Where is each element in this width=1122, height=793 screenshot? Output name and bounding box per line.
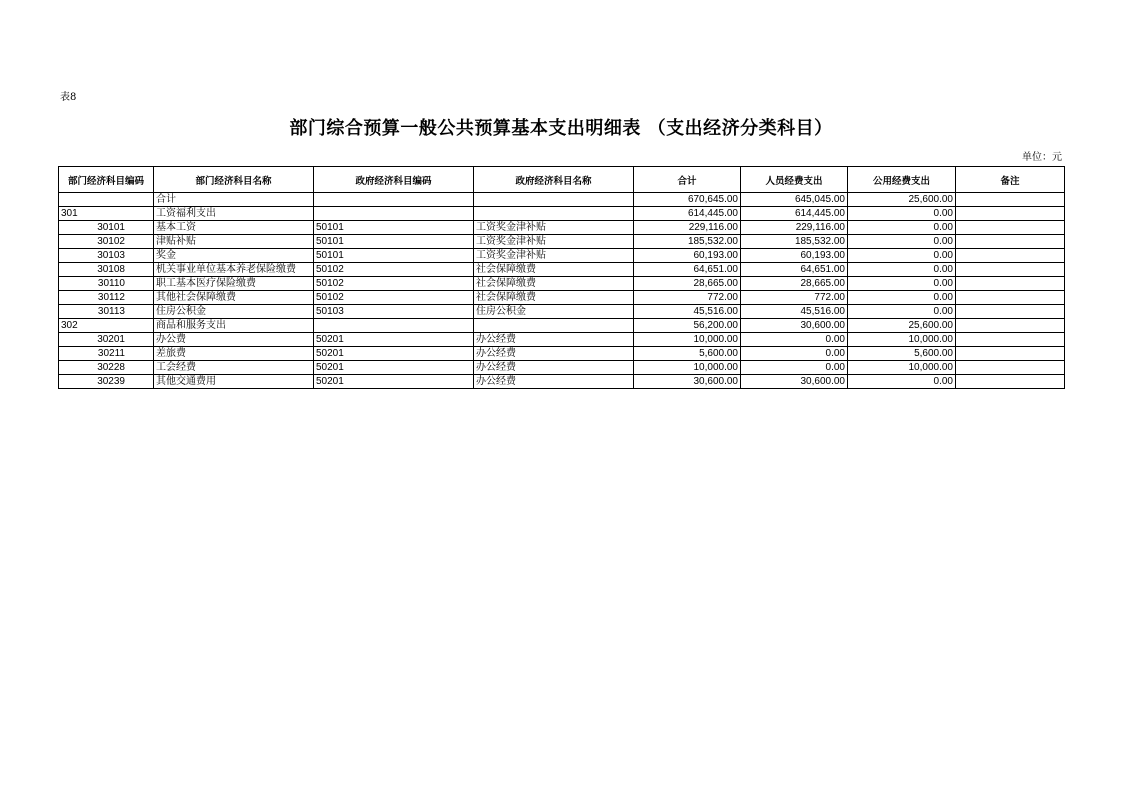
note-cell: [956, 347, 1065, 361]
table-row: [59, 193, 1065, 207]
gov-name-cell: 办公经费: [474, 375, 634, 389]
personnel-cell: 0.00: [741, 361, 848, 375]
gov-code-cell: 50102: [314, 277, 474, 291]
dept-name-cell: 办公费: [154, 333, 314, 347]
note-cell: [956, 207, 1065, 221]
personnel-cell: 60,193.00: [741, 249, 848, 263]
personnel-cell: 64,651.00: [741, 263, 848, 277]
table-number: 表8: [60, 92, 77, 103]
personnel-cell: 645,045.00: [741, 193, 848, 207]
page-title: 部门综合预算一般公共预算基本支出明细表 （支出经济分类科目）: [289, 118, 833, 139]
dept-code-cell: 30211: [59, 347, 154, 361]
table-row: [59, 333, 1065, 347]
total-cell: 60,193.00: [634, 249, 741, 263]
gov-code-cell: 50201: [314, 375, 474, 389]
gov-code-cell: 50101: [314, 221, 474, 235]
gov-name-cell: 工资奖金津补贴: [474, 221, 634, 235]
personnel-cell: 229,116.00: [741, 221, 848, 235]
dept-name-cell: 基本工资: [154, 221, 314, 235]
gov-name-cell: 住房公积金: [474, 305, 634, 319]
personnel-cell: 0.00: [741, 347, 848, 361]
personnel-cell: 30,600.00: [741, 319, 848, 333]
note-cell: [956, 319, 1065, 333]
budget-table: [58, 166, 1065, 389]
table-row: [59, 249, 1065, 263]
dept-code-cell: 30239: [59, 375, 154, 389]
total-cell: 614,445.00: [634, 207, 741, 221]
total-cell: 56,200.00: [634, 319, 741, 333]
note-cell: [956, 291, 1065, 305]
personnel-cell: 30,600.00: [741, 375, 848, 389]
total-cell: 30,600.00: [634, 375, 741, 389]
table-row: [59, 347, 1065, 361]
table-header-row: [59, 167, 1065, 193]
gov-code-cell: 50103: [314, 305, 474, 319]
total-cell: 229,116.00: [634, 221, 741, 235]
gov-code-cell: 50101: [314, 235, 474, 249]
total-cell: 670,645.00: [634, 193, 741, 207]
note-cell: [956, 333, 1065, 347]
header-dept-code: 部门经济科目编码: [59, 167, 154, 193]
gov-name-cell: [474, 207, 634, 221]
gov-name-cell: 社会保障缴费: [474, 277, 634, 291]
total-cell: 185,532.00: [634, 235, 741, 249]
table-row: [59, 291, 1065, 305]
public-cell: 10,000.00: [848, 361, 956, 375]
total-cell: 10,000.00: [634, 361, 741, 375]
gov-code-cell: [314, 193, 474, 207]
gov-name-cell: 办公经费: [474, 361, 634, 375]
dept-name-cell: 商品和服务支出: [154, 319, 314, 333]
note-cell: [956, 235, 1065, 249]
note-cell: [956, 221, 1065, 235]
dept-name-cell: 合计: [154, 193, 314, 207]
public-cell: 25,600.00: [848, 319, 956, 333]
table-row: [59, 221, 1065, 235]
dept-code-cell: 30228: [59, 361, 154, 375]
note-cell: [956, 249, 1065, 263]
gov-name-cell: 工资奖金津补贴: [474, 235, 634, 249]
public-cell: 0.00: [848, 235, 956, 249]
header-total: 合计: [634, 167, 741, 193]
header-personnel: 人员经费支出: [741, 167, 848, 193]
dept-code-cell: [59, 193, 154, 207]
dept-name-cell: 机关事业单位基本养老保险缴费: [154, 263, 314, 277]
dept-code-cell: 30108: [59, 263, 154, 277]
dept-code-cell: 30102: [59, 235, 154, 249]
gov-code-cell: [314, 319, 474, 333]
total-cell: 45,516.00: [634, 305, 741, 319]
table-row: [59, 375, 1065, 389]
table-row: [59, 305, 1065, 319]
table-row: [59, 263, 1065, 277]
unit-label: 单位：元: [1022, 152, 1062, 163]
dept-name-cell: 工会经费: [154, 361, 314, 375]
gov-code-cell: 50201: [314, 347, 474, 361]
gov-name-cell: 办公经费: [474, 333, 634, 347]
public-cell: 0.00: [848, 207, 956, 221]
personnel-cell: 614,445.00: [741, 207, 848, 221]
gov-name-cell: 办公经费: [474, 347, 634, 361]
public-cell: 25,600.00: [848, 193, 956, 207]
table-row: [59, 235, 1065, 249]
dept-code-cell: 301: [59, 207, 154, 221]
header-gov-code: 政府经济科目编码: [314, 167, 474, 193]
public-cell: 0.00: [848, 291, 956, 305]
note-cell: [956, 305, 1065, 319]
header-gov-name: 政府经济科目名称: [474, 167, 634, 193]
table-row: [59, 319, 1065, 333]
gov-code-cell: [314, 207, 474, 221]
dept-code-cell: 30110: [59, 277, 154, 291]
gov-code-cell: 50102: [314, 291, 474, 305]
personnel-cell: 28,665.00: [741, 277, 848, 291]
public-cell: 0.00: [848, 249, 956, 263]
total-cell: 64,651.00: [634, 263, 741, 277]
public-cell: 0.00: [848, 277, 956, 291]
gov-name-cell: 社会保障缴费: [474, 291, 634, 305]
dept-code-cell: 30112: [59, 291, 154, 305]
personnel-cell: 45,516.00: [741, 305, 848, 319]
note-cell: [956, 277, 1065, 291]
header-note: 备注: [956, 167, 1065, 193]
public-cell: 0.00: [848, 305, 956, 319]
table-row: [59, 277, 1065, 291]
note-cell: [956, 263, 1065, 277]
gov-name-cell: 工资奖金津补贴: [474, 249, 634, 263]
personnel-cell: 0.00: [741, 333, 848, 347]
dept-code-cell: 30113: [59, 305, 154, 319]
table-row: [59, 207, 1065, 221]
dept-name-cell: 住房公积金: [154, 305, 314, 319]
public-cell: 0.00: [848, 221, 956, 235]
dept-name-cell: 其他交通费用: [154, 375, 314, 389]
total-cell: 772.00: [634, 291, 741, 305]
total-cell: 28,665.00: [634, 277, 741, 291]
dept-name-cell: 其他社会保障缴费: [154, 291, 314, 305]
dept-name-cell: 差旅费: [154, 347, 314, 361]
gov-name-cell: [474, 319, 634, 333]
public-cell: 10,000.00: [848, 333, 956, 347]
header-dept-name: 部门经济科目名称: [154, 167, 314, 193]
public-cell: 0.00: [848, 375, 956, 389]
note-cell: [956, 375, 1065, 389]
public-cell: 0.00: [848, 263, 956, 277]
dept-name-cell: 津贴补贴: [154, 235, 314, 249]
total-cell: 10,000.00: [634, 333, 741, 347]
table-row: [59, 361, 1065, 375]
dept-name-cell: 职工基本医疗保险缴费: [154, 277, 314, 291]
public-cell: 5,600.00: [848, 347, 956, 361]
dept-code-cell: 30101: [59, 221, 154, 235]
note-cell: [956, 193, 1065, 207]
personnel-cell: 185,532.00: [741, 235, 848, 249]
header-public: 公用经费支出: [848, 167, 956, 193]
dept-name-cell: 奖金: [154, 249, 314, 263]
total-cell: 5,600.00: [634, 347, 741, 361]
dept-name-cell: 工资福利支出: [154, 207, 314, 221]
gov-code-cell: 50102: [314, 263, 474, 277]
note-cell: [956, 361, 1065, 375]
dept-code-cell: 302: [59, 319, 154, 333]
gov-code-cell: 50201: [314, 333, 474, 347]
gov-code-cell: 50201: [314, 361, 474, 375]
gov-name-cell: [474, 193, 634, 207]
gov-name-cell: 社会保障缴费: [474, 263, 634, 277]
dept-code-cell: 30103: [59, 249, 154, 263]
dept-code-cell: 30201: [59, 333, 154, 347]
personnel-cell: 772.00: [741, 291, 848, 305]
gov-code-cell: 50101: [314, 249, 474, 263]
